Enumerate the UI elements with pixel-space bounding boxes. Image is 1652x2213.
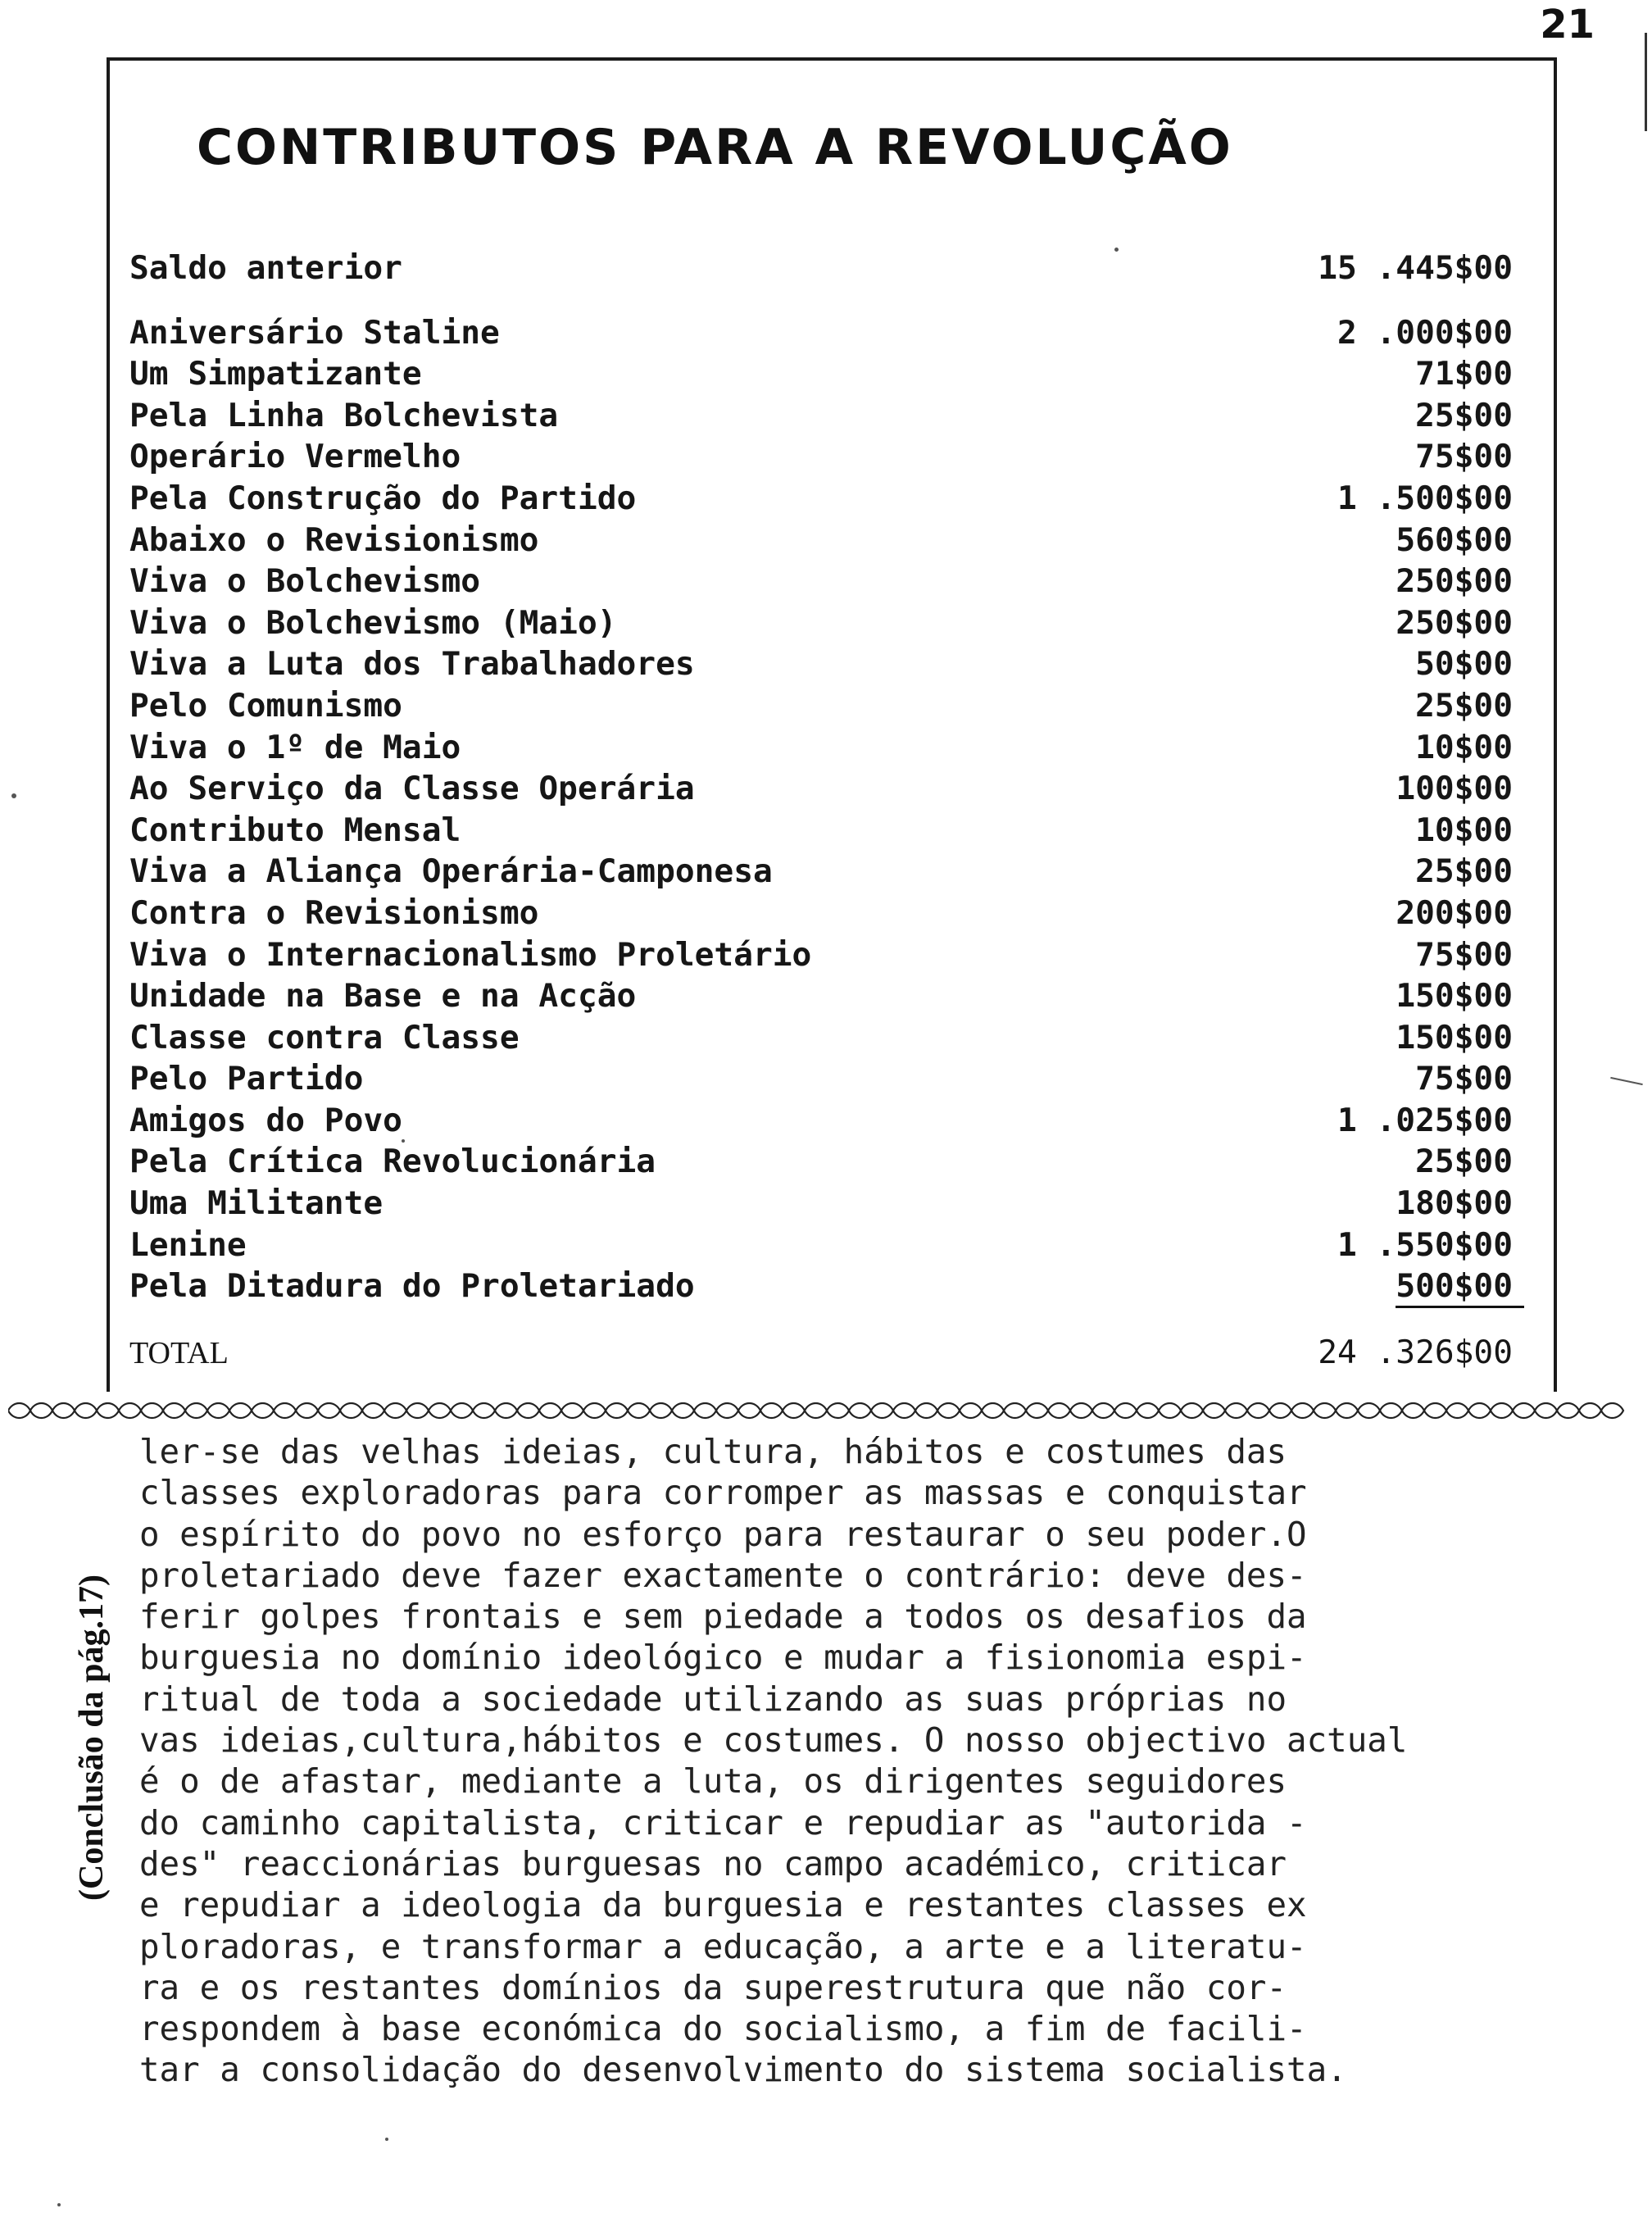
- ledger-label: Pela Linha Bolchevista: [129, 396, 559, 434]
- ledger-row: [129, 643, 1524, 685]
- ledger-label: Pela Crítica Revolucionária: [129, 1143, 656, 1181]
- ledger-row: [129, 975, 1524, 1017]
- ledger-label: Viva o Internacionalismo Proletário: [129, 935, 812, 974]
- ledger-label: Classe contra Classe: [129, 1018, 520, 1057]
- ledger-label: Viva o 1º de Maio: [129, 728, 461, 766]
- ledger-amount: 25$00: [1415, 1143, 1513, 1181]
- ledger-amount: 150$00: [1396, 977, 1513, 1016]
- ledger-row: [129, 353, 1524, 395]
- ledger-label: Pelo Partido: [129, 1060, 364, 1098]
- ledger-label: Viva a Aliança Operária-Camponesa: [129, 852, 773, 891]
- ledger-amount: 150$00: [1396, 1018, 1513, 1057]
- body-line: tar a consolidação do desenvolvimento do sistema socialista.: [139, 2050, 1347, 2090]
- ledger-row: [129, 1225, 1524, 1266]
- ledger-amount: 1 .550$00: [1337, 1225, 1513, 1264]
- ledger-row: [129, 312, 1524, 354]
- ledger-row: [129, 1141, 1524, 1183]
- ledger-row: [129, 685, 1524, 727]
- contributions-ledger: [129, 248, 1524, 1373]
- ledger-row: [129, 1017, 1524, 1059]
- article-body: [139, 1431, 1614, 2091]
- ledger-amount: 250$00: [1396, 562, 1513, 601]
- ledger-amount: 75$00: [1415, 438, 1513, 476]
- ledger-row: [129, 478, 1524, 520]
- ledger-label: Um Simpatizante: [129, 355, 422, 393]
- body-line: burguesia no domínio ideológico e mudar a fisionomia espi-: [139, 1638, 1307, 1678]
- ledger-label: Abaixo o Revisionismo: [129, 520, 539, 559]
- body-line: ploradoras, e transformar a educação, a arte e a literatu-: [139, 1926, 1307, 1966]
- ledger-row: [129, 1266, 1524, 1307]
- ledger-row: [129, 520, 1524, 561]
- ledger-amount: 50$00: [1415, 645, 1513, 684]
- ledger-amount: 560$00: [1396, 520, 1513, 559]
- total-label: TOTAL: [129, 1335, 229, 1370]
- ledger-label: Pela Ditadura do Proletariado: [129, 1267, 695, 1306]
- opening-balance-label: Saldo anterior: [129, 249, 402, 287]
- ledger-row: [129, 1100, 1524, 1142]
- ledger-amount: 75$00: [1415, 935, 1513, 974]
- ledger-label: Ao Serviço da Classe Operária: [129, 770, 695, 808]
- ink-speck: [402, 1139, 405, 1143]
- ledger-amount: 10$00: [1415, 811, 1513, 849]
- ink-speck: [57, 2203, 61, 2206]
- ledger-label: Contributo Mensal: [129, 811, 461, 849]
- ledger-entries: [129, 312, 1524, 1307]
- body-line: vas ideias,cultura,hábitos e costumes. O nosso objectivo actual: [139, 1720, 1408, 1761]
- ledger-amount: 25$00: [1415, 686, 1513, 725]
- ledger-amount: 500$00: [1396, 1268, 1524, 1308]
- ornamental-separator: [8, 1396, 1639, 1425]
- ledger-amount: 75$00: [1415, 1060, 1513, 1098]
- ledger-label: Pelo Comunismo: [129, 686, 402, 725]
- ink-speck: [1610, 1077, 1643, 1085]
- ledger-label: Uma Militante: [129, 1184, 384, 1223]
- ledger-row: [129, 602, 1524, 644]
- body-line: é o de afastar, mediante a luta, os dirigentes seguidores: [139, 1761, 1287, 1802]
- ledger-row: [129, 851, 1524, 893]
- opening-balance-row: [129, 248, 1524, 289]
- body-line: ferir golpes frontais e sem piedade a todos os desafios da: [139, 1597, 1307, 1637]
- ledger-label: Operário Vermelho: [129, 438, 461, 476]
- body-line: respondem à base económica do socialismo, a fim de facili-: [139, 2009, 1307, 2049]
- ink-speck: [385, 2138, 388, 2141]
- page-number: 21: [1540, 2, 1595, 48]
- ledger-amount: 25$00: [1415, 852, 1513, 891]
- ledger-amount: 71$00: [1415, 355, 1513, 393]
- body-line: ler-se das velhas ideias, cultura, hábitos e costumes das: [139, 1432, 1287, 1471]
- total-row: [129, 1332, 1524, 1374]
- body-line: o espírito do povo no esforço para restaurar o seu poder.O: [139, 1514, 1307, 1554]
- page-title: CONTRIBUTOS PARA A REVOLUÇÃO: [197, 119, 1233, 176]
- ledger-row: [129, 1058, 1524, 1100]
- ledger-row: [129, 893, 1524, 934]
- ledger-label: Viva o Bolchevismo: [129, 562, 481, 601]
- ledger-amount: 2 .000$00: [1337, 313, 1513, 352]
- ledger-label: Lenine: [129, 1225, 247, 1264]
- ledger-label: Unidade na Base e na Acção: [129, 977, 637, 1016]
- total-amount: 24 .326$00: [1318, 1333, 1513, 1371]
- ledger-amount: 200$00: [1396, 893, 1513, 932]
- body-line: e repudiar a ideologia da burguesia e restantes classes ex: [139, 1885, 1307, 1925]
- body-line: des" reaccionárias burguesas no campo académico, criticar: [139, 1843, 1287, 1884]
- ledger-row: [129, 1183, 1524, 1225]
- body-line: ra e os restantes domínios da superestrutura que não cor-: [139, 1967, 1287, 2007]
- ledger-amount: 1 .025$00: [1337, 1101, 1513, 1139]
- opening-balance-amount: 15 .445$00: [1318, 249, 1513, 287]
- body-line: proletariado deve fazer exactamente o contrário: deve des-: [139, 1555, 1307, 1595]
- body-line: ritual de toda a sociedade utilizando as suas próprias no: [139, 1679, 1287, 1719]
- ledger-row: [129, 768, 1524, 810]
- ledger-amount: 100$00: [1396, 770, 1513, 808]
- ledger-row: [129, 395, 1524, 437]
- ink-speck: [11, 793, 16, 798]
- ledger-amount: 1 .500$00: [1337, 479, 1513, 517]
- ledger-amount: 180$00: [1396, 1184, 1513, 1223]
- total-rule-spacer: [129, 1307, 1524, 1332]
- ledger-label: Pela Construção do Partido: [129, 479, 637, 517]
- ledger-label: Viva o Bolchevismo (Maio): [129, 603, 617, 642]
- continuation-note: (Conclusão da pág.17): [73, 1575, 111, 1901]
- ledger-label: Viva a Luta dos Trabalhadores: [129, 645, 695, 684]
- ledger-row: [129, 561, 1524, 602]
- ledger-label: Amigos do Povo: [129, 1101, 402, 1139]
- ledger-label: Aniversário Staline: [129, 313, 500, 352]
- ledger-amount: 25$00: [1415, 396, 1513, 434]
- ink-speck: [1114, 248, 1119, 252]
- page-edge-mark: [1640, 33, 1647, 131]
- body-line: classes exploradoras para corromper as massas e conquistar: [139, 1473, 1307, 1513]
- ledger-row: [129, 934, 1524, 976]
- ledger-amount: 250$00: [1396, 603, 1513, 642]
- body-line: do caminho capitalista, criticar e repudiar as "autorida -: [139, 1802, 1307, 1843]
- ledger-amount: 10$00: [1415, 728, 1513, 766]
- ledger-label: Contra o Revisionismo: [129, 893, 539, 932]
- ledger-row: [129, 436, 1524, 478]
- ledger-row: [129, 727, 1524, 769]
- ledger-row: [129, 810, 1524, 852]
